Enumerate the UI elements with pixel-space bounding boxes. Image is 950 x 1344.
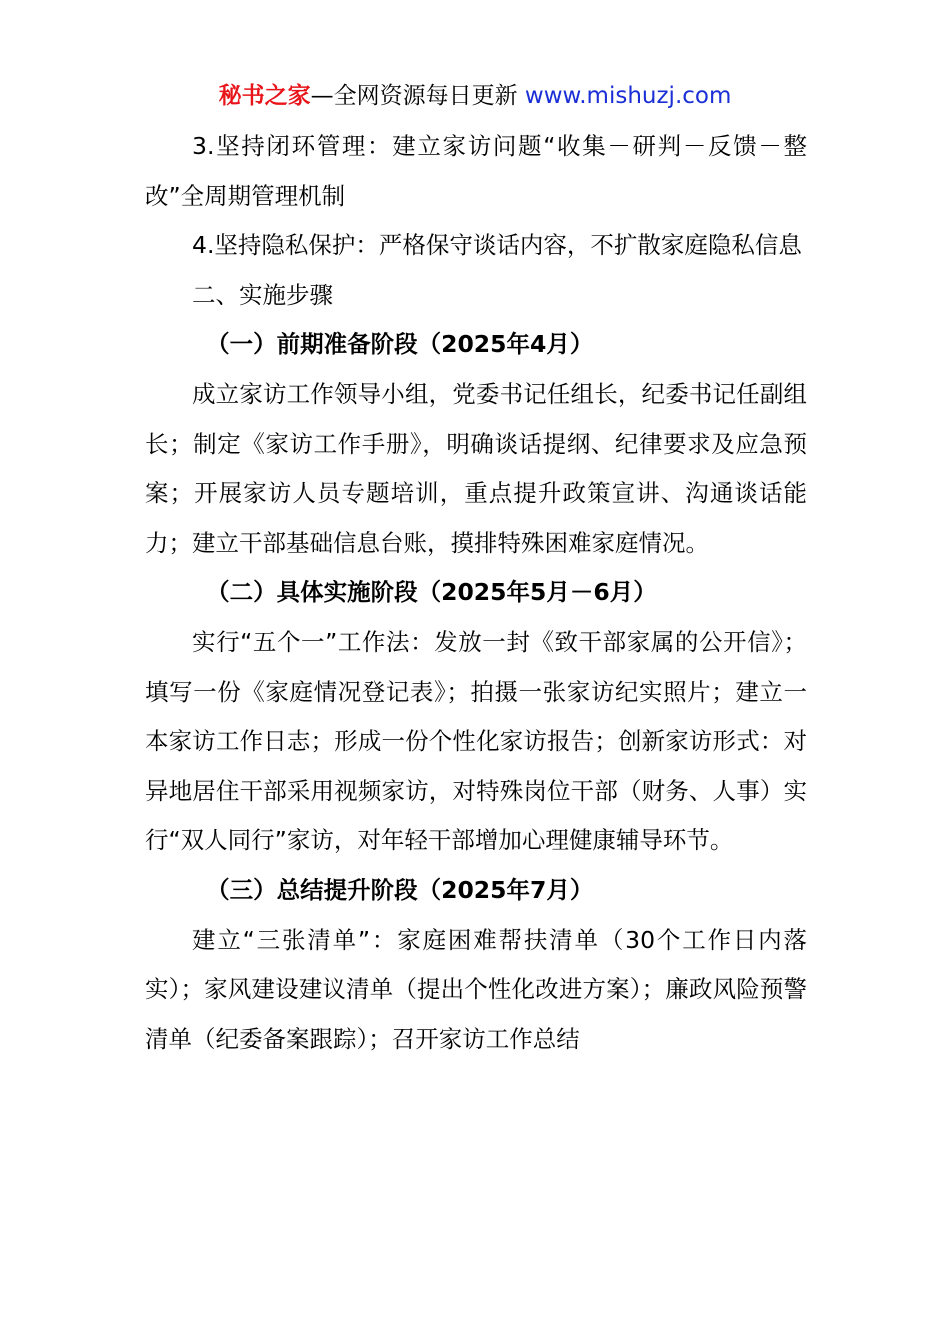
document-body (145, 122, 807, 1064)
section-title-implementation-steps: 二、实施步骤 (192, 280, 333, 309)
stage-heading-preparation: （一）前期准备阶段（2025年4月） (206, 330, 594, 359)
principle-item-4: 4.坚持隐私保护：严格保守谈话内容，不扩散家庭隐私信息 (192, 231, 802, 260)
site-brand: 秘书之家 (218, 83, 311, 109)
stage-body-implementation: 实行“五个一”工作法：发放一封《致干部家属的公开信》；填写一份《家庭情况登记表》；拍摄一张家访纪实照片；建立一本家访工作日志；形成一份个性化家访报告；创新家访形式：对异地居住干部采用视频家访，对特殊岗位干部（财务、人事）实行“双人同行”家访，对年轻干部增加心理健康辅导环节。 (145, 627, 807, 855)
stage-body-summary: 建立“三张清单”：家庭困难帮扶清单（30个工作日内落实）；家风建设建议清单（提出个性化改进方案）；廉政风险预警清单（纪委备案跟踪）；召开家访工作总结 (145, 925, 807, 1053)
stage-heading-summary: （三）总结提升阶段（2025年7月） (206, 875, 594, 904)
site-url-link[interactable]: www.mishuzj.com (524, 83, 732, 109)
principle-item-3: 3.坚持闭环管理：建立家访问题“收集－研判－反馈－整改”全周期管理机制 (145, 132, 807, 210)
stage-body-preparation: 成立家访工作领导小组，党委书记任组长，纪委书记任副组长；制定《家访工作手册》，明确谈话提纲、纪律要求及应急预案；开展家访人员专题培训，重点提升政策宣讲、沟通谈话能力；建立干部基础信息台账，摸排特殊困难家庭情况。 (145, 379, 807, 557)
site-slogan: —全网资源每日更新 (310, 83, 525, 109)
stage-heading-implementation: （二）具体实施阶段（2025年5月－6月） (206, 578, 657, 607)
site-header (0, 80, 950, 112)
